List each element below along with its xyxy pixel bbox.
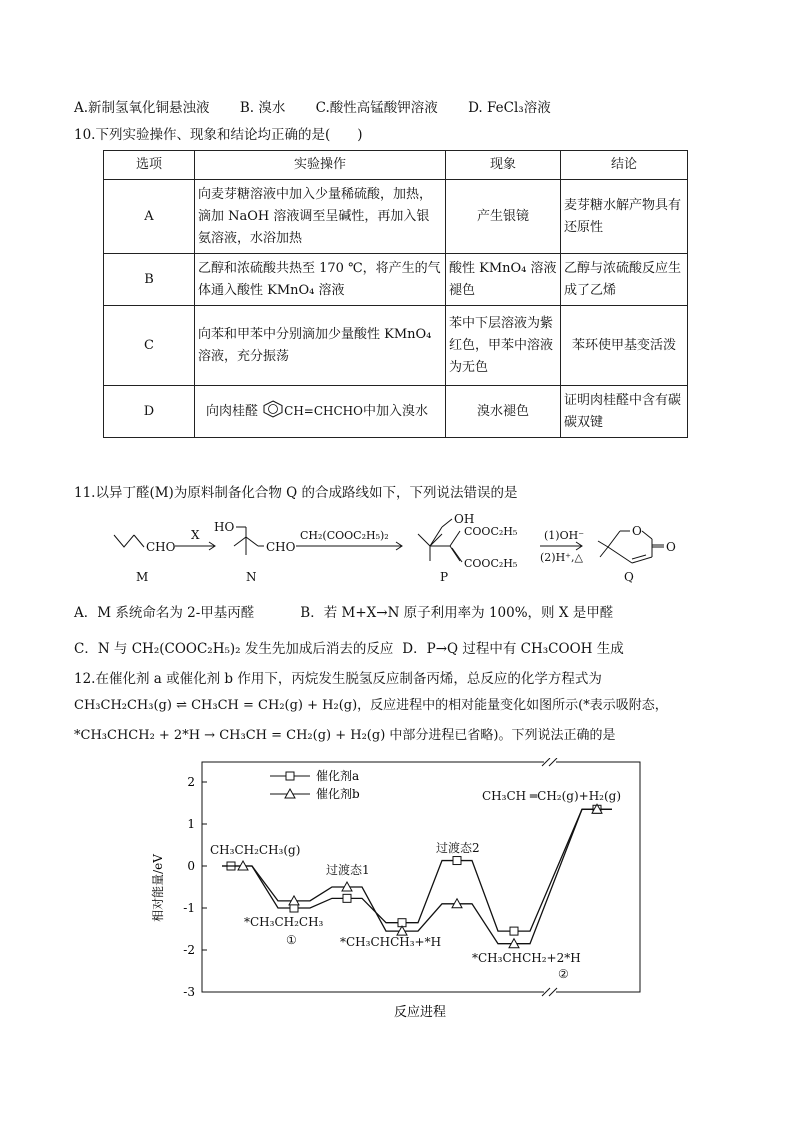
row-operation xyxy=(195,386,446,438)
row-phenomenon: 溴水褪色 xyxy=(446,386,561,438)
row-phenomenon: 产生银镜 xyxy=(446,180,561,254)
row-conclusion: 乙醇与浓硫酸反应生成了乙烯 xyxy=(561,254,688,306)
label-q: Q xyxy=(624,570,634,584)
row-option: C xyxy=(104,306,195,386)
q11-stem: 11.以异丁醛(M)为原料制备化合物 Q 的合成路线如下，下列说法错误的是 xyxy=(74,485,518,501)
y-tick-label: -3 xyxy=(183,985,195,999)
op-text-post: 中加入溴水 xyxy=(363,404,429,419)
row-option: D xyxy=(104,386,195,438)
q9-option-b: B. 溴水 xyxy=(239,100,286,116)
legend-label-b: 催化剂b xyxy=(316,787,360,801)
y-axis-label: 相对能量/eV xyxy=(151,854,165,922)
y-tick-label: -1 xyxy=(183,901,195,915)
annotation-end: CH₃CH ═CH₂(g)+H₂(g) xyxy=(482,789,622,803)
annotation-ts2: 过渡态2 xyxy=(436,841,480,855)
malonate-reagent-label: CH₂(COOC₂H₅)₂ xyxy=(300,529,389,542)
table-row xyxy=(104,306,688,386)
q9-option-c: C.酸性高锰酸钾溶液 xyxy=(315,100,438,116)
q9-options xyxy=(74,96,577,116)
table-row xyxy=(104,254,688,306)
y-tick-label: 1 xyxy=(187,817,195,831)
data-point-a xyxy=(453,857,461,865)
q11-option-c: C．N 与 CH₂(COOC₂H₅)₂ 发生先加成后消去的反应 xyxy=(74,641,394,657)
label-m: M xyxy=(136,570,149,584)
header-operation: 实验操作 xyxy=(195,151,446,180)
table-row xyxy=(104,180,688,254)
x-axis-label: 反应进程 xyxy=(393,1005,447,1020)
row-operation: 乙醇和浓硫酸共热至 170 ℃，将产生的气体通入酸性 KMnO₄ 溶液 xyxy=(195,254,446,306)
n-cho-label: CHO xyxy=(266,540,296,554)
q11-options-cd xyxy=(74,637,624,657)
row-conclusion: 证明肉桂醛中含有碳碳双键 xyxy=(561,386,688,438)
chart-legend xyxy=(270,768,360,801)
row-phenomenon: 苯中下层溶液为紫红色，甲苯中溶液为无色 xyxy=(446,306,561,386)
row-operation: 向麦芽糖溶液中加入少量稀硫酸，加热，滴加 NaOH 溶液调至呈碱性，再加入银氨溶液，水浴加热 xyxy=(195,180,446,254)
row-option: B xyxy=(104,254,195,306)
row-conclusion: 苯环使甲基变活泼 xyxy=(561,306,688,386)
q11-options-ab xyxy=(74,601,613,621)
q9-option-a: A.新制氢氧化铜悬浊液 xyxy=(74,100,210,116)
row-conclusion: 麦芽糖水解产物具有还原性 xyxy=(561,180,688,254)
benzene-ring-icon xyxy=(262,400,284,418)
step-1-label: (1)OH⁻ xyxy=(544,529,584,542)
q12-line-1: 12.在催化剂 a 或催化剂 b 作用下，丙烷发生脱氢反应制备丙烯，总反应的化学方程式为 xyxy=(74,671,602,687)
row-phenomenon: 酸性 KMnO₄ 溶液褪色 xyxy=(446,254,561,306)
q-ring-o-label: O xyxy=(632,524,642,538)
p-ester-1-label: COOC₂H₅ xyxy=(464,525,518,538)
label-p: P xyxy=(440,570,449,584)
data-point-a xyxy=(510,927,518,935)
step-2-label: (2)H⁺,△ xyxy=(540,551,583,564)
table-header-row xyxy=(104,151,688,180)
p-oh-label: OH xyxy=(454,512,475,526)
q9-option-d: D. FeCl₃溶液 xyxy=(468,100,551,116)
header-phenomenon: 现象 xyxy=(446,151,561,180)
q11-option-a: A．M 系统命名为 2-甲基丙醛 xyxy=(74,605,255,621)
n-ho-label: HO xyxy=(214,520,235,534)
y-tick-label: 0 xyxy=(187,859,195,873)
annotation-ts1: 过渡态1 xyxy=(326,863,370,877)
q10-stem: 10.下列实验操作、现象和结论均正确的是( ) xyxy=(74,127,363,143)
row-option: A xyxy=(104,180,195,254)
header-option: 选项 xyxy=(104,151,195,180)
energy-profile-chart xyxy=(140,758,660,1028)
m-cho-label: CHO xyxy=(146,540,176,554)
label-n: N xyxy=(246,570,257,584)
annotation-start: CH₃CH₂CH₃(g) xyxy=(210,843,301,857)
y-tick-label: -2 xyxy=(183,943,195,957)
table-row xyxy=(104,386,688,438)
q11-option-d: D．P→Q 过程中有 CH₃COOH 生成 xyxy=(402,641,624,657)
legend-square-marker xyxy=(286,772,294,780)
reagent-x-label: X xyxy=(191,528,200,542)
annotation-state-3-number: ② xyxy=(558,967,569,981)
q12-line-3: *CH₃CHCH₂ + 2*H → CH₃CH = CH₂(g) + H₂(g) 中部分进程已省略)。下列说法正确的是 xyxy=(74,728,616,743)
header-conclusion: 结论 xyxy=(561,151,688,180)
q-carbonyl-o-label: O xyxy=(666,540,676,554)
row-operation: 向苯和甲苯中分别滴加少量酸性 KMnO₄ 溶液，充分振荡 xyxy=(195,306,446,386)
data-point-a xyxy=(343,894,351,902)
q11-option-b: B．若 M+X→N 原子利用率为 100%，则 X 是甲醛 xyxy=(300,605,614,621)
cinnamaldehyde-formula: CH=CHCHO xyxy=(284,404,363,418)
op-text-pre: 向肉桂醛 xyxy=(206,404,259,419)
p-ester-2-label: COOC₂H₅ xyxy=(464,557,518,570)
q10-table xyxy=(103,150,688,438)
legend-label-a: 催化剂a xyxy=(316,769,360,783)
q12-line-2: CH₃CH₂CH₃(g) ⇌ CH₃CH = CH₂(g) + H₂(g)，反应进程中的相对能量变化如图所示(*表示吸附态， xyxy=(74,698,668,713)
annotation-state-2: *CH₃CHCH₃+*H xyxy=(340,935,442,949)
annotation-state-3: *CH₃CHCH₂+2*H xyxy=(472,951,581,965)
annotation-state-1: *CH₃CH₂CH₃ xyxy=(244,915,324,929)
series-line-a xyxy=(222,809,612,931)
annotation-state-1-number: ① xyxy=(286,933,297,947)
y-tick-label: 2 xyxy=(187,775,195,789)
synthesis-scheme xyxy=(100,505,700,585)
